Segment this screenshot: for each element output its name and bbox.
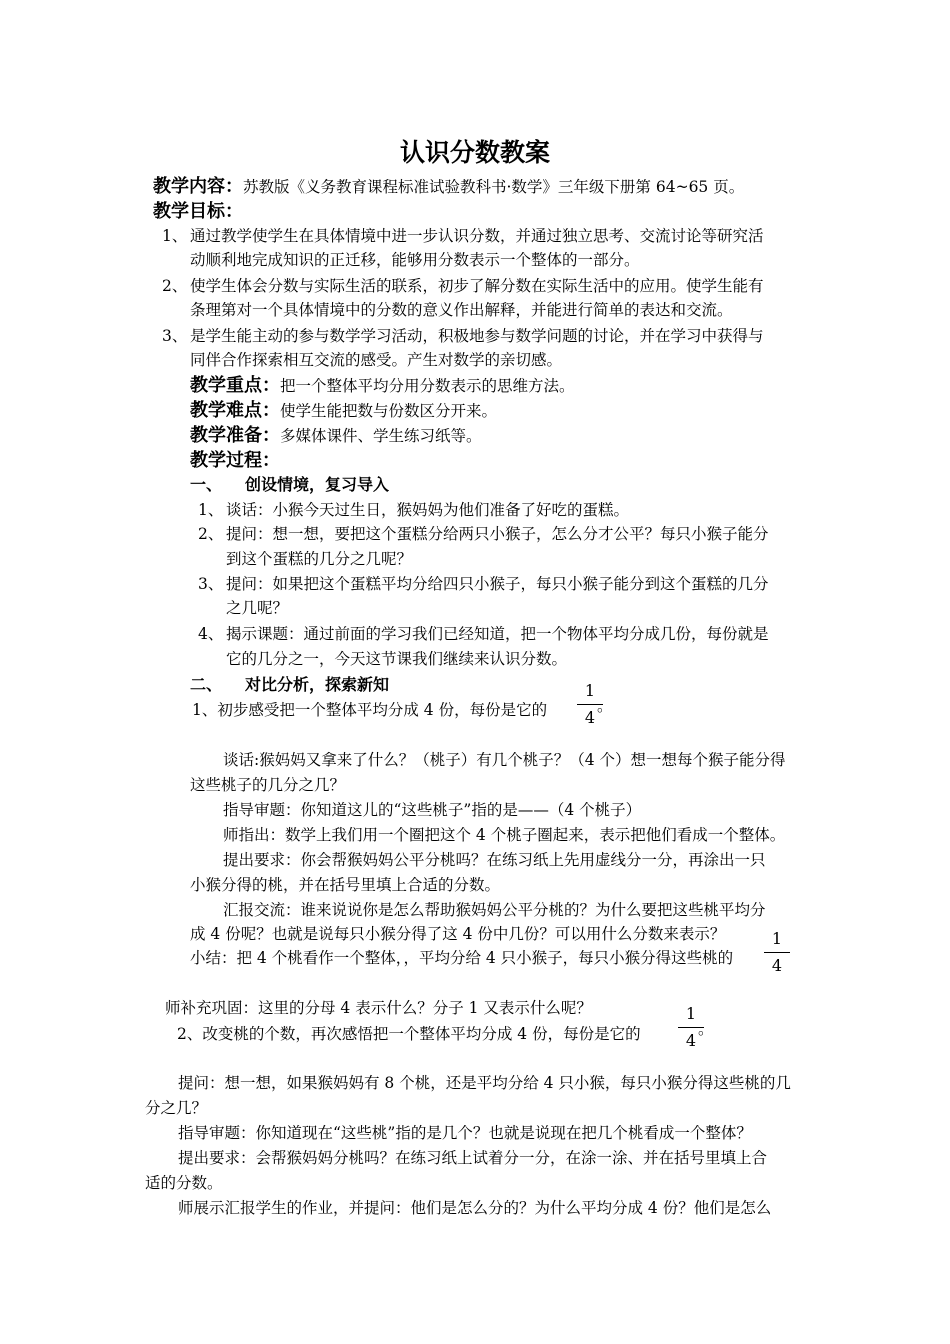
fraction-numerator: 1 <box>685 1004 697 1023</box>
paragraph-guide: 指导审题：你知道这儿的“这些桃子”指的是——（4 个桃子） <box>223 801 642 819</box>
teaching-goals-label: 教学目标： <box>153 201 243 222</box>
paragraph-display: 师展示汇报学生的作业，并提问：他们是怎么分的？为什么平均分成 4 份？他们是怎么 <box>178 1199 772 1217</box>
section2-sub1: 1、初步感受把一个整体平均分成 4 份，每份是它的 <box>192 701 548 719</box>
fraction-denominator: 4 <box>584 708 596 727</box>
section2-num: 二、 <box>190 675 223 694</box>
paragraph-talk-line2: 这些桃子的几分之几？ <box>190 776 346 794</box>
key-point <box>190 376 575 396</box>
difficulty-label: 教学难点： <box>190 400 280 421</box>
section1-item-1-line1: 谈话：小猴今天过生日，猴妈妈为他们准备了好吃的蛋糕。 <box>226 501 630 519</box>
section1-item-4-num: 4、 <box>198 625 224 643</box>
paragraph-report-line2: 成 4 份呢？也就是说每只小猴分得了这 4 份中几份？可以用什么分数来表示？ <box>190 925 726 943</box>
goal-item-1-line1: 通过教学使学生在具体情境中进一步认识分数，并通过独立思考、交流讨论等研究活 <box>190 227 764 245</box>
section1-item-1-num: 1、 <box>198 501 224 519</box>
process-label: 教学过程： <box>190 450 280 471</box>
fraction-period-3: 。 <box>698 1020 714 1038</box>
paragraph-teacher-point: 师指出：数学上我们用一个圈把这个 4 个桃子圈起来，表示把他们看成一个整体。 <box>223 826 786 844</box>
section1-item-3-line2: 之几呢？ <box>226 599 289 617</box>
teaching-content-text: 苏教版《义务教育课程标准试验教科书·数学》三年级下册第 64~65 页。 <box>243 178 745 196</box>
fraction-bar <box>764 952 790 953</box>
paragraph-summary: 小结：把 4 个桃看作一个整体，，平均分给 4 只小猴子，每只小猴分得这些桃的 <box>190 949 734 967</box>
goal-item-3-line1: 是学生能主动的参与数学学习活动，积极地参与数学问题的讨论，并在学习中获得与 <box>190 327 764 345</box>
section1-num: 一、 <box>190 475 223 494</box>
goal-item-2-line2: 条理第对一个具体情境中的分数的意义作出解释，并能进行简单的表达和交流。 <box>190 301 733 319</box>
paragraph-guide-2: 指导审题：你知道现在“这些桃”指的是几个？也就是说现在把几个桃看成一个整体？ <box>178 1124 752 1142</box>
fraction-period-1: 。 <box>597 697 613 715</box>
preparation-label: 教学准备： <box>190 425 280 446</box>
paragraph-talk-line1: 谈话:猴妈妈又拿来了什么？（桃子）有几个桃子？（4 个）想一想每个猴子能分得 <box>223 751 786 769</box>
section1-item-2-line1: 提问：想一想，要把这个蛋糕分给两只小猴子，怎么分才公平？每只小猴子能分 <box>226 525 769 543</box>
section2-title: 对比分析，探索新知 <box>245 675 390 694</box>
goal-item-1-num: 1、 <box>162 227 188 245</box>
paragraph-question-line2: 分之几？ <box>145 1099 208 1117</box>
section1-title: 创设情境，复习导入 <box>245 475 390 494</box>
paragraph-request-2-line2: 适的分数。 <box>145 1174 223 1192</box>
difficulty <box>190 401 497 421</box>
preparation-text: 多媒体课件、学生练习纸等。 <box>280 427 482 445</box>
teaching-content <box>153 177 744 197</box>
difficulty-text: 使学生能把数与份数区分开来。 <box>280 402 498 420</box>
fraction-numerator: 1 <box>584 681 596 700</box>
paragraph-question-line1: 提问：想一想，如果猴妈妈有 8 个桃，还是平均分给 4 只小猴，每只小猴分得这些桃的几 <box>178 1074 791 1092</box>
goal-item-3-line2: 同伴合作探索相互交流的感受。产生对数学的亲切感。 <box>190 351 563 369</box>
preparation <box>190 426 482 446</box>
section1-item-4-line2: 它的几分之一，今天这节课我们继续来认识分数。 <box>226 650 568 668</box>
goal-item-2-line1: 使学生体会分数与实际生活的联系，初步了解分数在实际生活中的应用。使学生能有 <box>190 277 764 295</box>
process-heading <box>190 451 280 471</box>
fraction-one-quarter-2 <box>764 930 790 975</box>
goal-item-3-num: 3、 <box>162 327 188 345</box>
goal-item-1-line2: 动顺利地完成知识的正迁移，能够用分数表示一个整体的一部分。 <box>190 251 640 269</box>
fraction-numerator: 1 <box>771 929 783 948</box>
section1-item-4-line1: 揭示课题：通过前面的学习我们已经知道，把一个物体平均分成几份，每份就是 <box>226 625 769 643</box>
teaching-content-label: 教学内容： <box>153 176 243 197</box>
paragraph-report-line1: 汇报交流：谁来说说你是怎么帮助猴妈妈公平分桃的？为什么要把这些桃平均分 <box>223 901 766 919</box>
key-point-label: 教学重点： <box>190 375 280 396</box>
teaching-goals-heading <box>153 202 243 222</box>
section1-item-2-num: 2、 <box>198 525 224 543</box>
paragraph-request-2-line1: 提出要求：会帮猴妈妈分桃吗？在练习纸上试着分一分，在涂一涂、并在括号里填上合 <box>178 1149 768 1167</box>
section2-sub2: 2、改变桃的个数，再次感悟把一个整体平均分成 4 份，每份是它的 <box>177 1025 641 1043</box>
section1-item-3-line1: 提问：如果把这个蛋糕平均分给四只小猴子，每只小猴子能分到这个蛋糕的几分 <box>226 575 769 593</box>
paragraph-request-line2: 小猴分得的桃，并在括号里填上合适的分数。 <box>190 876 501 894</box>
fraction-denominator: 4 <box>685 1031 697 1050</box>
goal-item-2-num: 2、 <box>162 277 188 295</box>
paragraph-request-line1: 提出要求：你会帮猴妈妈公平分桃吗？在练习纸上先用虚线分一分，再涂出一只 <box>223 851 766 869</box>
section1-item-3-num: 3、 <box>198 575 224 593</box>
page-title: 认识分数教案 <box>399 138 550 167</box>
key-point-text: 把一个整体平均分用分数表示的思维方法。 <box>280 377 575 395</box>
section1-item-2-line2: 到这个蛋糕的几分之几呢？ <box>226 550 413 568</box>
paragraph-consolidate: 师补充巩固：这里的分母 4 表示什么？分子 1 又表示什么呢？ <box>165 999 592 1017</box>
fraction-denominator: 4 <box>771 956 783 975</box>
